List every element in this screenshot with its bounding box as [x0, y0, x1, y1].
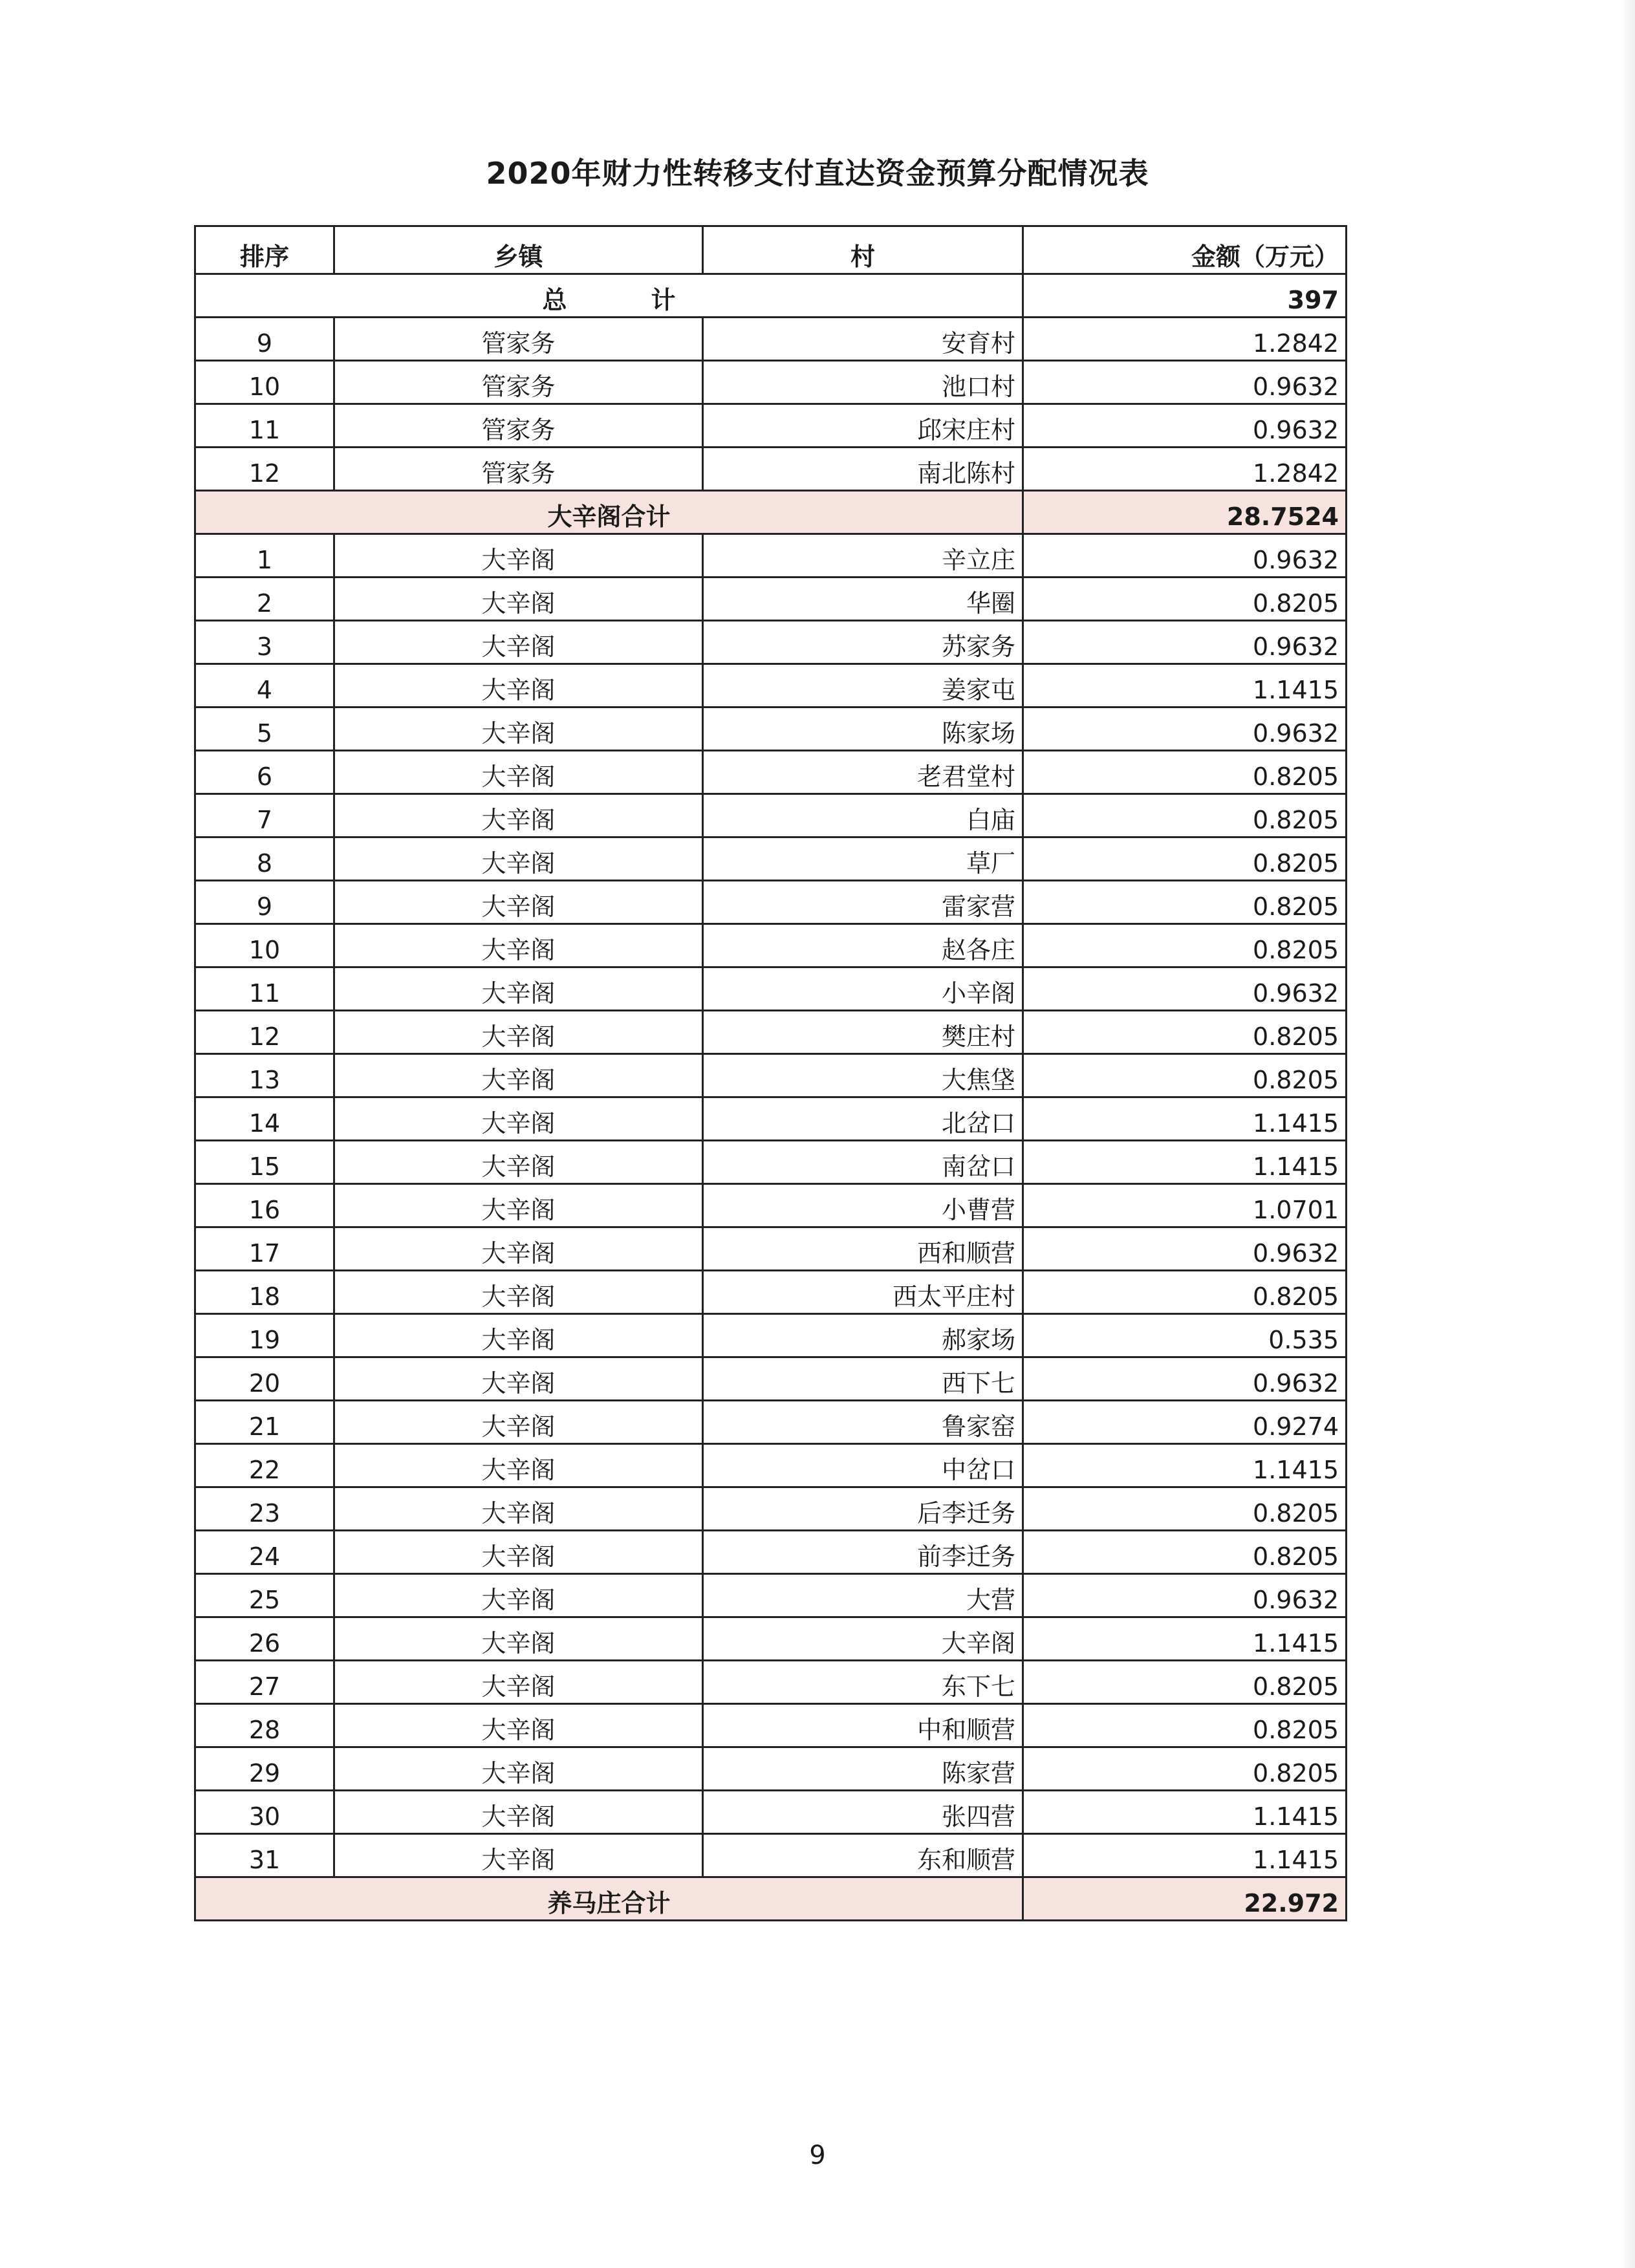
- village-cell: 安育村: [703, 318, 1023, 361]
- table-row: [195, 1184, 1347, 1227]
- amount-cell: 0.9632: [1023, 534, 1347, 578]
- village-cell: 南北陈村: [703, 448, 1023, 491]
- village-cell: 雷家营: [703, 881, 1023, 924]
- village-cell: 白庙: [703, 794, 1023, 837]
- town-cell: 大辛阁: [334, 1444, 703, 1487]
- village-cell: 东和顺营: [703, 1834, 1023, 1877]
- header-village: 村: [703, 226, 1023, 274]
- rank-cell: 28: [195, 1704, 334, 1747]
- table-row: [195, 1617, 1347, 1661]
- village-cell: 陈家场: [703, 707, 1023, 751]
- table-row: [195, 1227, 1347, 1271]
- town-cell: 大辛阁: [334, 1704, 703, 1747]
- amount-cell: 0.9632: [1023, 621, 1347, 664]
- rank-cell: 29: [195, 1747, 334, 1791]
- village-cell: 前李迁务: [703, 1531, 1023, 1574]
- rank-cell: 8: [195, 837, 334, 881]
- village-cell: 南岔口: [703, 1141, 1023, 1184]
- town-cell: 大辛阁: [334, 534, 703, 578]
- town-cell: 大辛阁: [334, 1574, 703, 1617]
- village-cell: 陈家营: [703, 1747, 1023, 1791]
- amount-cell: 0.8205: [1023, 751, 1347, 794]
- town-cell: 大辛阁: [334, 1011, 703, 1054]
- rank-cell: 30: [195, 1791, 334, 1834]
- table-row: [195, 1357, 1347, 1401]
- rank-cell: 12: [195, 448, 334, 491]
- rank-cell: 3: [195, 621, 334, 664]
- village-cell: 大营: [703, 1574, 1023, 1617]
- table-row: [195, 448, 1347, 491]
- rank-cell: 9: [195, 881, 334, 924]
- town-cell: 管家务: [334, 361, 703, 404]
- amount-cell: 0.8205: [1023, 794, 1347, 837]
- subtotal-row: [195, 1877, 1347, 1921]
- town-cell: 大辛阁: [334, 1357, 703, 1401]
- table-row: [195, 1487, 1347, 1531]
- town-cell: 大辛阁: [334, 707, 703, 751]
- table-row: [195, 361, 1347, 404]
- town-cell: 大辛阁: [334, 1271, 703, 1314]
- rank-cell: 5: [195, 707, 334, 751]
- village-cell: 姜家屯: [703, 664, 1023, 707]
- table-body: [195, 274, 1347, 1921]
- town-cell: 大辛阁: [334, 664, 703, 707]
- village-cell: 赵各庄: [703, 924, 1023, 967]
- town-cell: 大辛阁: [334, 1661, 703, 1704]
- village-cell: 大辛阁: [703, 1617, 1023, 1661]
- village-cell: 中和顺营: [703, 1704, 1023, 1747]
- amount-cell: 0.8205: [1023, 1011, 1347, 1054]
- rank-cell: 9: [195, 318, 334, 361]
- grand-total-label-a: 总: [542, 286, 567, 314]
- subtotal-label: 大辛阁合计: [195, 491, 1023, 534]
- rank-cell: 12: [195, 1011, 334, 1054]
- rank-cell: 25: [195, 1574, 334, 1617]
- table-row: [195, 404, 1347, 448]
- amount-cell: 0.8205: [1023, 1271, 1347, 1314]
- town-cell: 大辛阁: [334, 1747, 703, 1791]
- town-cell: 大辛阁: [334, 1617, 703, 1661]
- rank-cell: 2: [195, 578, 334, 621]
- rank-cell: 19: [195, 1314, 334, 1357]
- subtotal-label: 养马庄合计: [195, 1877, 1023, 1921]
- grand-total-label: [195, 274, 1023, 318]
- table-row: [195, 1444, 1347, 1487]
- table-row: [195, 794, 1347, 837]
- town-cell: 大辛阁: [334, 1834, 703, 1877]
- amount-cell: 0.9632: [1023, 707, 1347, 751]
- budget-table: [194, 225, 1347, 1921]
- table-row: [195, 1531, 1347, 1574]
- amount-cell: 0.8205: [1023, 578, 1347, 621]
- rank-cell: 4: [195, 664, 334, 707]
- amount-cell: 0.8205: [1023, 1661, 1347, 1704]
- rank-cell: 11: [195, 404, 334, 448]
- amount-cell: 1.1415: [1023, 1791, 1347, 1834]
- town-cell: 大辛阁: [334, 751, 703, 794]
- amount-cell: 0.9632: [1023, 361, 1347, 404]
- rank-cell: 27: [195, 1661, 334, 1704]
- town-cell: 大辛阁: [334, 881, 703, 924]
- amount-cell: 1.2842: [1023, 318, 1347, 361]
- amount-cell: 0.8205: [1023, 1487, 1347, 1531]
- town-cell: 大辛阁: [334, 1314, 703, 1357]
- town-cell: 大辛阁: [334, 1531, 703, 1574]
- amount-cell: 1.1415: [1023, 1617, 1347, 1661]
- rank-cell: 20: [195, 1357, 334, 1401]
- town-cell: 大辛阁: [334, 1184, 703, 1227]
- amount-cell: 0.9632: [1023, 1574, 1347, 1617]
- table-row: [195, 837, 1347, 881]
- town-cell: 大辛阁: [334, 837, 703, 881]
- village-cell: 西太平庄村: [703, 1271, 1023, 1314]
- amount-cell: 0.8205: [1023, 924, 1347, 967]
- village-cell: 华圈: [703, 578, 1023, 621]
- subtotal-amount: 28.7524: [1023, 491, 1347, 534]
- village-cell: 辛立庄: [703, 534, 1023, 578]
- rank-cell: 1: [195, 534, 334, 578]
- town-cell: 大辛阁: [334, 1227, 703, 1271]
- village-cell: 邱宋庄村: [703, 404, 1023, 448]
- village-cell: 小辛阁: [703, 967, 1023, 1011]
- rank-cell: 7: [195, 794, 334, 837]
- rank-cell: 22: [195, 1444, 334, 1487]
- grand-total-row: [195, 274, 1347, 318]
- table-row: [195, 1834, 1347, 1877]
- town-cell: 大辛阁: [334, 1401, 703, 1444]
- village-cell: 鲁家窑: [703, 1401, 1023, 1444]
- amount-cell: 0.8205: [1023, 1747, 1347, 1791]
- village-cell: 后李迁务: [703, 1487, 1023, 1531]
- page-title: 2020年财力性转移支付直达资金预算分配情况表: [486, 156, 1149, 191]
- amount-cell: 0.9632: [1023, 967, 1347, 1011]
- amount-cell: 1.2842: [1023, 448, 1347, 491]
- amount-cell: 1.1415: [1023, 1834, 1347, 1877]
- village-cell: 樊庄村: [703, 1011, 1023, 1054]
- table-row: [195, 1097, 1347, 1141]
- village-cell: 张四营: [703, 1791, 1023, 1834]
- table-row: [195, 1141, 1347, 1184]
- table-row: [195, 1791, 1347, 1834]
- village-cell: 郝家场: [703, 1314, 1023, 1357]
- amount-cell: 0.9274: [1023, 1401, 1347, 1444]
- amount-cell: 1.1415: [1023, 1444, 1347, 1487]
- amount-cell: 0.9632: [1023, 1357, 1347, 1401]
- rank-cell: 13: [195, 1054, 334, 1097]
- amount-cell: 0.8205: [1023, 1704, 1347, 1747]
- rank-cell: 21: [195, 1401, 334, 1444]
- rank-cell: 26: [195, 1617, 334, 1661]
- village-cell: 东下七: [703, 1661, 1023, 1704]
- village-cell: 西和顺营: [703, 1227, 1023, 1271]
- town-cell: 大辛阁: [334, 1097, 703, 1141]
- town-cell: 大辛阁: [334, 1054, 703, 1097]
- header-rank: 排序: [195, 226, 334, 274]
- table-row: [195, 1011, 1347, 1054]
- table-row: [195, 1661, 1347, 1704]
- town-cell: 大辛阁: [334, 621, 703, 664]
- rank-cell: 6: [195, 751, 334, 794]
- town-cell: 管家务: [334, 318, 703, 361]
- town-cell: 管家务: [334, 404, 703, 448]
- table-row: [195, 1271, 1347, 1314]
- town-cell: 管家务: [334, 448, 703, 491]
- town-cell: 大辛阁: [334, 578, 703, 621]
- page-number: 9: [809, 2141, 826, 2170]
- village-cell: 北岔口: [703, 1097, 1023, 1141]
- header-town: 乡镇: [334, 226, 703, 274]
- table-row: [195, 881, 1347, 924]
- table-row: [195, 1401, 1347, 1444]
- table-row: [195, 1574, 1347, 1617]
- table-row: [195, 534, 1347, 578]
- rank-cell: 31: [195, 1834, 334, 1877]
- amount-cell: 1.1415: [1023, 1097, 1347, 1141]
- rank-cell: 14: [195, 1097, 334, 1141]
- subtotal-row: [195, 491, 1347, 534]
- amount-cell: 0.8205: [1023, 1054, 1347, 1097]
- village-cell: 池口村: [703, 361, 1023, 404]
- rank-cell: 10: [195, 924, 334, 967]
- town-cell: 大辛阁: [334, 924, 703, 967]
- rank-cell: 16: [195, 1184, 334, 1227]
- village-cell: 苏家务: [703, 621, 1023, 664]
- rank-cell: 17: [195, 1227, 334, 1271]
- village-cell: 老君堂村: [703, 751, 1023, 794]
- table-row: [195, 707, 1347, 751]
- amount-cell: 0.8205: [1023, 1531, 1347, 1574]
- scan-edge-shadow: [1621, 0, 1635, 2268]
- rank-cell: 10: [195, 361, 334, 404]
- table-header-row: [195, 226, 1347, 274]
- table-row: [195, 621, 1347, 664]
- table-row: [195, 1704, 1347, 1747]
- amount-cell: 1.0701: [1023, 1184, 1347, 1227]
- amount-cell: 1.1415: [1023, 1141, 1347, 1184]
- amount-cell: 1.1415: [1023, 664, 1347, 707]
- village-cell: 中岔口: [703, 1444, 1023, 1487]
- rank-cell: 18: [195, 1271, 334, 1314]
- table-row: [195, 924, 1347, 967]
- table-row: [195, 1054, 1347, 1097]
- table-row: [195, 1747, 1347, 1791]
- grand-total-label-b: 计: [651, 286, 676, 314]
- table-row: [195, 751, 1347, 794]
- table-row: [195, 967, 1347, 1011]
- rank-cell: 11: [195, 967, 334, 1011]
- rank-cell: 15: [195, 1141, 334, 1184]
- amount-cell: 0.8205: [1023, 881, 1347, 924]
- rank-cell: 23: [195, 1487, 334, 1531]
- table-row: [195, 318, 1347, 361]
- town-cell: 大辛阁: [334, 1487, 703, 1531]
- village-cell: 草厂: [703, 837, 1023, 881]
- table-row: [195, 578, 1347, 621]
- table-row: [195, 664, 1347, 707]
- town-cell: 大辛阁: [334, 1791, 703, 1834]
- village-cell: 西下七: [703, 1357, 1023, 1401]
- amount-cell: 0.9632: [1023, 1227, 1347, 1271]
- town-cell: 大辛阁: [334, 794, 703, 837]
- amount-cell: 0.535: [1023, 1314, 1347, 1357]
- town-cell: 大辛阁: [334, 967, 703, 1011]
- header-amount: 金额（万元）: [1023, 226, 1347, 274]
- amount-cell: 0.9632: [1023, 404, 1347, 448]
- grand-total-amount: 397: [1023, 274, 1347, 318]
- rank-cell: 24: [195, 1531, 334, 1574]
- village-cell: 大焦垡: [703, 1054, 1023, 1097]
- amount-cell: 0.8205: [1023, 837, 1347, 881]
- table-row: [195, 1314, 1347, 1357]
- town-cell: 大辛阁: [334, 1141, 703, 1184]
- village-cell: 小曹营: [703, 1184, 1023, 1227]
- subtotal-amount: 22.972: [1023, 1877, 1347, 1921]
